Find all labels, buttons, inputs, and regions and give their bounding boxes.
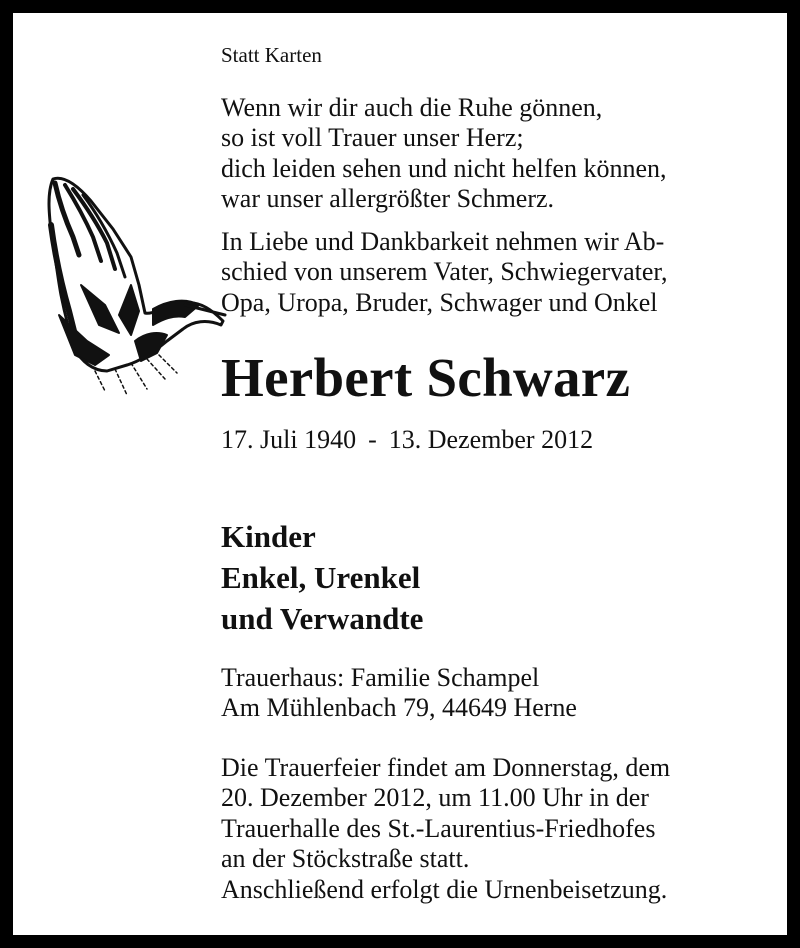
mourner-line: und Verwandte [221, 600, 424, 636]
notice-header: Statt Karten [221, 43, 322, 67]
intro-text [221, 227, 668, 318]
intro-line: schied von unserem Vater, Schwiegervater, [221, 257, 668, 287]
address-line: Am Mühlenbach 79, 44649 Herne [221, 693, 577, 723]
life-dates [221, 425, 593, 455]
death-date: 13. Dezember 2012 [388, 425, 594, 454]
funeral-service-info [221, 753, 670, 905]
service-line: Die Trauerfeier findet am Donnerstag, dem [221, 753, 671, 782]
service-line: 20. Dezember 2012, um 11.00 Uhr in der [221, 783, 649, 813]
mourners-list [221, 517, 423, 640]
verse-line: dich leiden sehen und nicht helfen können, [221, 153, 667, 183]
intro-line: Opa, Uropa, Bruder, Schwager und Onkel [221, 287, 658, 317]
address-line: Trauerhaus: Familie Schampel [221, 663, 540, 692]
praying-hands-icon [35, 165, 231, 405]
date-separator: - [368, 425, 377, 454]
birth-date: 17. Juli 1940 [221, 425, 357, 454]
verse-line: Wenn wir dir auch die Ruhe gönnen, [221, 93, 603, 122]
service-line: an der Stöckstraße statt. [221, 844, 470, 874]
intro-line: In Liebe und Dankbarkeit nehmen wir Ab- [221, 227, 665, 256]
mourner-line: Enkel, Urenkel [221, 559, 421, 595]
service-line: Anschließend erfolgt die Urnenbeisetzung. [221, 874, 668, 904]
memorial-verse [221, 93, 666, 215]
mourner-line: Kinder [221, 519, 316, 554]
verse-line: war unser allergrößter Schmerz. [221, 184, 555, 214]
verse-line: so ist voll Trauer unser Herz; [221, 123, 524, 153]
service-line: Trauerhalle des St.-Laurentius-Friedhofes [221, 813, 656, 843]
deceased-name: Herbert Schwarz [221, 347, 631, 408]
mourning-house-address [221, 663, 577, 724]
